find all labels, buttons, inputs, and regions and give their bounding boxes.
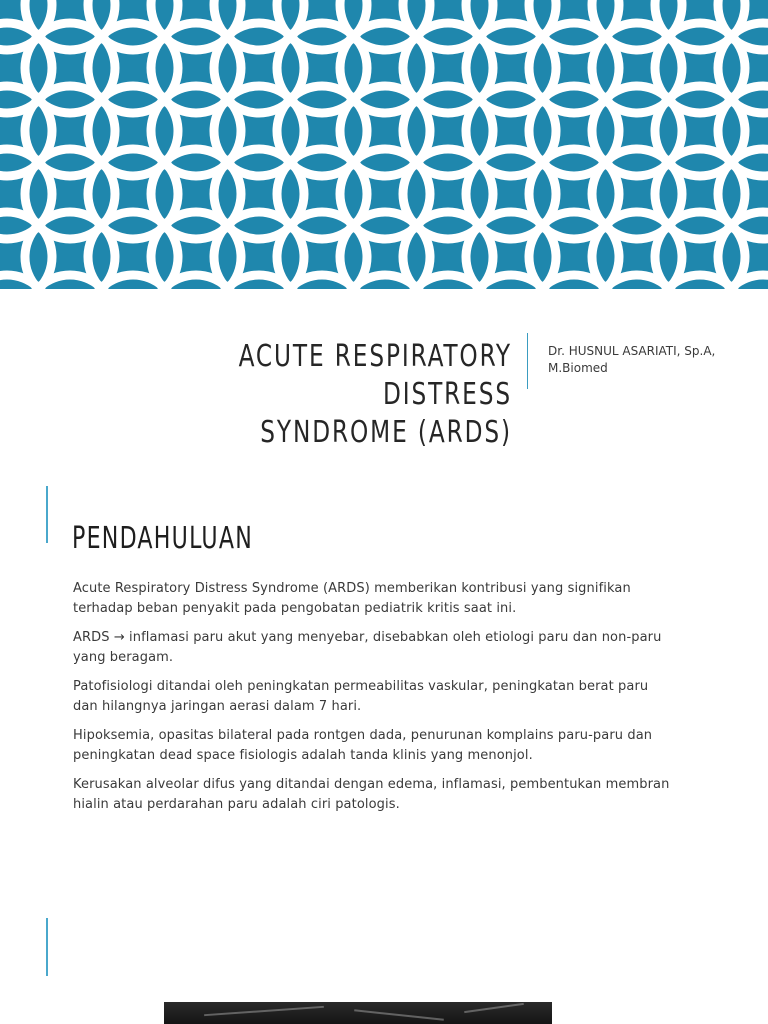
author-name: Dr. HUSNUL ASARIATI, Sp.A, — [548, 344, 716, 358]
author-degree: M.Biomed — [548, 361, 608, 375]
title-line-2: SYNDROME (ARDS) — [260, 415, 512, 451]
next-section-accent-bar — [46, 918, 48, 976]
paragraph-4: Hipoksemia, opasitas bilateral pada rontgen dada, penurunan komplains paru-paru dan peningkatan dead space fisiologis adalah tanda klinis yang menonjol. — [73, 728, 653, 763]
chest-xray-image — [164, 1002, 552, 1024]
circle-lattice-pattern — [0, 0, 768, 289]
decorative-pattern-banner — [0, 0, 768, 289]
paragraph-1: Acute Respiratory Distress Syndrome (ARDS) memberikan kontribusi yang signifikan terhadap beban penyakit pada pengobatan pediatrik kritis saat ini. — [73, 581, 631, 616]
paragraph-2: ARDS → inflamasi paru akut yang menyebar, disebabkan oleh etiologi paru dan non-paru yang beragam. — [73, 630, 662, 665]
section-heading: PENDAHULUAN — [72, 520, 254, 556]
title-line-1: ACUTE RESPIRATORY DISTRESS — [238, 339, 512, 413]
section-accent-bar — [46, 486, 48, 543]
author-info — [548, 343, 738, 377]
title-divider — [527, 333, 528, 389]
paragraph-3: Patofisiologi ditandai oleh peningkatan permeabilitas vaskular, peningkatan berat paru dan hilangnya jaringan aerasi dalam 7 hari. — [73, 679, 649, 714]
paragraph-5: Kerusakan alveolar difus yang ditandai dengan edema, inflamasi, pembentukan membran hialin atau perdarahan paru adalah ciri patologis. — [73, 777, 670, 812]
section-body — [73, 579, 673, 824]
presentation-title — [116, 338, 512, 452]
